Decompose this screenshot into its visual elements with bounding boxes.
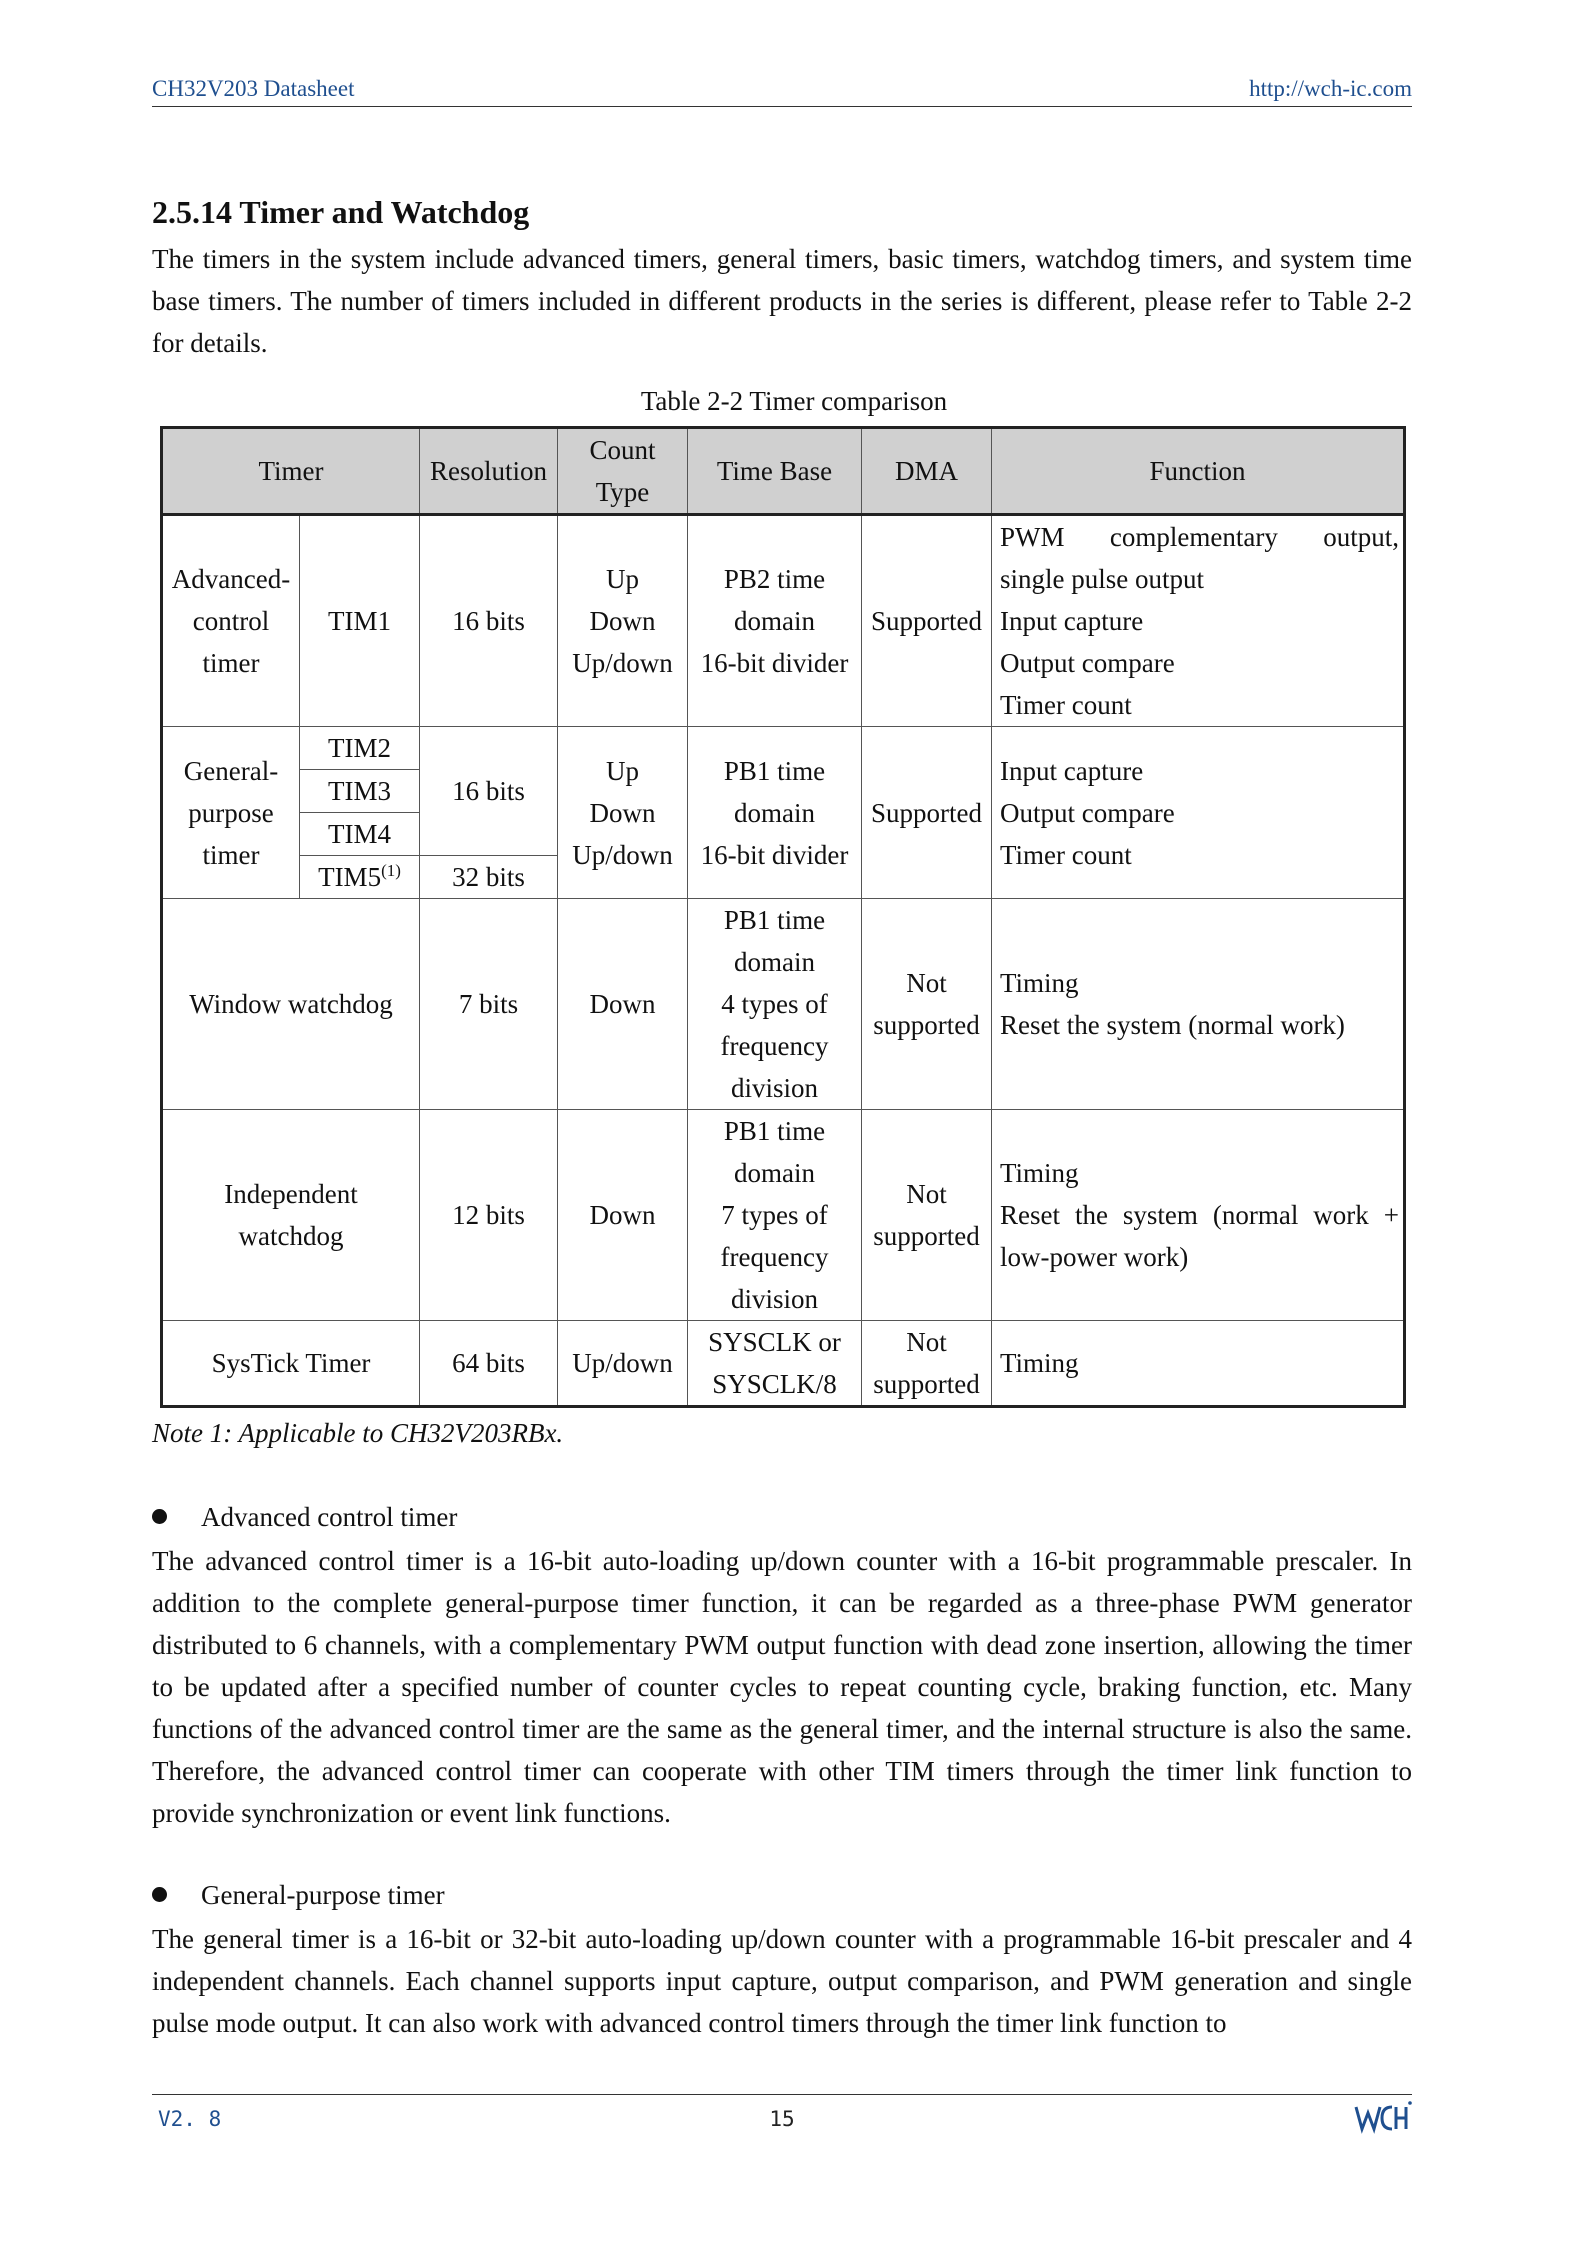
text-line: watchdog bbox=[238, 1221, 344, 1251]
col-header-count-type bbox=[558, 428, 688, 515]
systick-function: Timing bbox=[992, 1321, 1405, 1407]
text-line: Reset the system (normal work + low-power work) bbox=[1000, 1200, 1399, 1272]
text-line: PB2 time bbox=[723, 564, 826, 594]
col-header-dma: DMA bbox=[862, 428, 992, 515]
bullet-icon bbox=[152, 1509, 167, 1524]
text-line: Output compare bbox=[1000, 797, 1175, 828]
header-doc-title: CH32V203 Datasheet bbox=[152, 76, 355, 101]
table-caption: Table 2-2 Timer comparison bbox=[640, 386, 948, 416]
col-header-resolution: Resolution bbox=[420, 428, 558, 515]
bullet-advanced-control-timer bbox=[152, 1502, 457, 1533]
general-resolution-32: 32 bits bbox=[420, 856, 558, 899]
systick-name: SysTick Timer bbox=[162, 1321, 420, 1407]
text-line: 16-bit divider bbox=[700, 839, 849, 870]
text-line: 7 types of bbox=[721, 1200, 828, 1230]
text-line: 4 types of bbox=[721, 989, 828, 1019]
text-line: Up/down bbox=[572, 648, 673, 678]
text-line: domain bbox=[734, 797, 815, 828]
table-row-window-watchdog bbox=[162, 899, 1405, 1110]
text-line: frequency bbox=[720, 1242, 829, 1272]
text-line: domain bbox=[734, 606, 815, 636]
text-line: SYSCLK/8 bbox=[712, 1369, 837, 1399]
window-resolution: 7 bits bbox=[420, 899, 558, 1110]
window-count: Down bbox=[558, 899, 688, 1110]
text-line: Up bbox=[606, 564, 639, 594]
text-line: Output compare bbox=[1000, 648, 1175, 678]
general-timer-paragraph: The general timer is a 16-bit or 32-bit auto-loading up/down counter with a programmable 16-bit prescaler and 4 independent channels. Each channel supports input capture, output comparison, and PWM generation and single pulse mode output. It can also work with advanced control timers through the timer link function to bbox=[152, 1924, 1412, 2038]
general-count bbox=[558, 727, 688, 899]
text-line: division bbox=[730, 1073, 818, 1103]
text-line: PB1 time bbox=[723, 1116, 826, 1146]
general-name-tim3: TIM3 bbox=[300, 770, 420, 813]
text-line: PB1 time bbox=[723, 755, 826, 786]
general-name-tim2: TIM2 bbox=[300, 727, 420, 770]
text-line: timer bbox=[202, 839, 260, 870]
text-word: output, bbox=[1323, 522, 1399, 552]
systick-resolution: 64 bits bbox=[420, 1321, 558, 1407]
text-line: Not bbox=[906, 968, 947, 998]
text-line: Not bbox=[906, 1179, 947, 1209]
general-time-base bbox=[688, 727, 862, 899]
general-resolution-16: 16 bits bbox=[420, 727, 558, 856]
text-line: Reset the system (normal work) bbox=[1000, 1010, 1345, 1040]
text-line: 16-bit divider bbox=[700, 648, 849, 678]
table-row-advanced bbox=[162, 515, 1405, 727]
window-function bbox=[992, 899, 1405, 1110]
text-word: PWM bbox=[1000, 522, 1065, 552]
text-line: Input capture bbox=[1000, 755, 1144, 786]
advanced-resolution: 16 bits bbox=[420, 515, 558, 727]
text-line: purpose bbox=[188, 797, 274, 828]
text-line: Timer count bbox=[1000, 839, 1132, 870]
systick-time-base bbox=[688, 1321, 862, 1407]
table-row-general bbox=[162, 727, 1405, 770]
col-header-timer: Timer bbox=[162, 428, 420, 515]
text-line: Advanced- bbox=[171, 564, 291, 594]
independent-resolution: 12 bits bbox=[420, 1110, 558, 1321]
table-header-row bbox=[162, 428, 1405, 515]
footer-version: V2. 8 bbox=[158, 2107, 222, 2131]
independent-time-base bbox=[688, 1110, 862, 1321]
general-name-tim4: TIM4 bbox=[300, 813, 420, 856]
footnote-marker: (1) bbox=[381, 861, 401, 880]
header-url[interactable]: http://wch-ic.com bbox=[1249, 76, 1412, 101]
bullet-icon bbox=[152, 1887, 167, 1902]
text-line: Down bbox=[589, 606, 656, 636]
text-line: Timer count bbox=[1000, 690, 1132, 720]
text-line: SYSCLK or bbox=[708, 1327, 841, 1357]
bullet-label: Advanced control timer bbox=[201, 1502, 458, 1532]
text-line: PB1 time bbox=[723, 905, 826, 935]
text-line: supported bbox=[873, 1369, 980, 1399]
text-word: complementary bbox=[1109, 522, 1278, 552]
advanced-count bbox=[558, 515, 688, 727]
advanced-name: TIM1 bbox=[300, 515, 420, 727]
text-line: domain bbox=[734, 947, 815, 977]
text-line: Up bbox=[606, 755, 639, 786]
window-dma bbox=[862, 899, 992, 1110]
col-header-time-base: Time Base bbox=[688, 428, 862, 515]
tim5-label: TIM5 bbox=[318, 862, 382, 892]
text-line: control bbox=[192, 606, 270, 636]
bullet-label: General-purpose timer bbox=[201, 1880, 445, 1910]
text-line: division bbox=[730, 1284, 818, 1314]
window-time-base bbox=[688, 899, 862, 1110]
general-dma: Supported bbox=[862, 727, 992, 899]
text-line: timer bbox=[202, 648, 260, 678]
text-line: Not bbox=[906, 1327, 947, 1357]
independent-count: Down bbox=[558, 1110, 688, 1321]
advanced-function bbox=[992, 515, 1405, 727]
independent-dma bbox=[862, 1110, 992, 1321]
text-line: frequency bbox=[720, 1031, 829, 1061]
col-header-function: Function bbox=[992, 428, 1405, 515]
table-note: Note 1: Applicable to CH32V203RBx. bbox=[152, 1418, 564, 1448]
page-footer bbox=[152, 2094, 1412, 2135]
advanced-dma: Supported bbox=[862, 515, 992, 727]
independent-function bbox=[992, 1110, 1405, 1321]
text-line: supported bbox=[873, 1010, 980, 1040]
systick-count: Up/down bbox=[558, 1321, 688, 1407]
timer-comparison-table bbox=[160, 426, 1406, 1408]
text-line: single pulse output bbox=[1000, 564, 1204, 594]
text-line: General- bbox=[183, 755, 279, 786]
window-name: Window watchdog bbox=[162, 899, 420, 1110]
text-line: Independent bbox=[224, 1179, 358, 1209]
advanced-time-base bbox=[688, 515, 862, 727]
wch-logo-icon bbox=[1354, 2099, 1412, 2135]
text-line: Up/down bbox=[572, 839, 673, 870]
intro-paragraph: The timers in the system include advanced timers, general timers, basic timers, watchdog timers, and system time base timers. The number of timers included in different products in the series is different, please refer to Table 2-2 for details. bbox=[152, 244, 1412, 358]
footer-page-number: 15 bbox=[769, 2107, 795, 2131]
function-first-line bbox=[1000, 516, 1399, 558]
text-line: supported bbox=[873, 1221, 980, 1251]
general-category bbox=[162, 727, 300, 899]
table-row-systick bbox=[162, 1321, 1405, 1407]
advanced-category bbox=[162, 515, 300, 727]
text-line: domain bbox=[734, 1158, 815, 1188]
text-line: Timing bbox=[1000, 1158, 1079, 1188]
text-line: Down bbox=[589, 797, 656, 828]
text-line: Timing bbox=[1000, 968, 1079, 998]
table-row-independent-watchdog bbox=[162, 1110, 1405, 1321]
section-heading: 2.5.14 Timer and Watchdog bbox=[152, 194, 530, 230]
independent-name bbox=[162, 1110, 420, 1321]
count-type-line1: Count bbox=[589, 435, 656, 465]
systick-dma bbox=[862, 1321, 992, 1407]
advanced-timer-paragraph: The advanced control timer is a 16-bit auto-loading up/down counter with a 16-bit programmable prescaler. In addition to the complete general-purpose timer function, it can be regarded as a three-phase PWM generator distributed to 6 channels, with a complementary PWM output function with dead zone insertion, allowing the timer to be updated after a specified number of counter cycles to repeat counting cycle, braking function, etc. Many functions of the advanced control timer are the same as the general timer, and the internal structure is also the same. Therefore, the advanced control timer can cooperate with other TIM timers through the timer link function to provide synchronization or event link functions. bbox=[152, 1546, 1412, 1828]
text-line: Input capture bbox=[1000, 606, 1144, 636]
count-type-line2: Type bbox=[595, 477, 650, 507]
bullet-general-purpose-timer bbox=[152, 1880, 445, 1911]
general-function bbox=[992, 727, 1405, 899]
page-header bbox=[152, 72, 1412, 107]
general-name-tim5 bbox=[300, 856, 420, 899]
